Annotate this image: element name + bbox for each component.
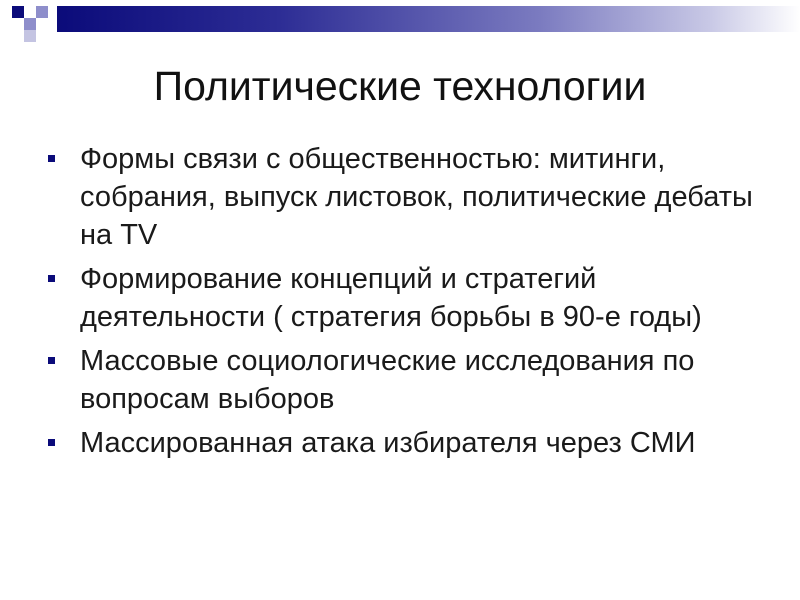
bullet-item <box>46 342 776 418</box>
bullet-text: Формирование концепций и стратегий деятельности ( стратегия борьбы в 90-е годы) <box>80 263 702 333</box>
bullet-item <box>46 424 776 462</box>
decoration-square <box>36 6 48 18</box>
decoration-square <box>24 30 36 42</box>
bullet-text: Массированная атака избирателя через СМИ <box>80 427 696 459</box>
bullet-list <box>46 140 776 468</box>
header-decoration-band <box>57 6 800 32</box>
bullet-text: Формы связи с общественностью: митинги, собрания, выпуск листовок, политические дебаты на TV <box>80 143 753 251</box>
decoration-square <box>24 18 36 30</box>
square-bullet-icon <box>48 275 55 282</box>
square-bullet-icon <box>48 439 55 446</box>
slide-title: Политические технологии <box>153 63 647 109</box>
square-bullet-icon <box>48 357 55 364</box>
square-bullet-icon <box>48 155 55 162</box>
bullet-item <box>46 140 776 254</box>
bullet-item <box>46 260 776 336</box>
bullet-text: Массовые социологические исследования по вопросам выборов <box>80 345 695 415</box>
decoration-square <box>12 6 24 18</box>
